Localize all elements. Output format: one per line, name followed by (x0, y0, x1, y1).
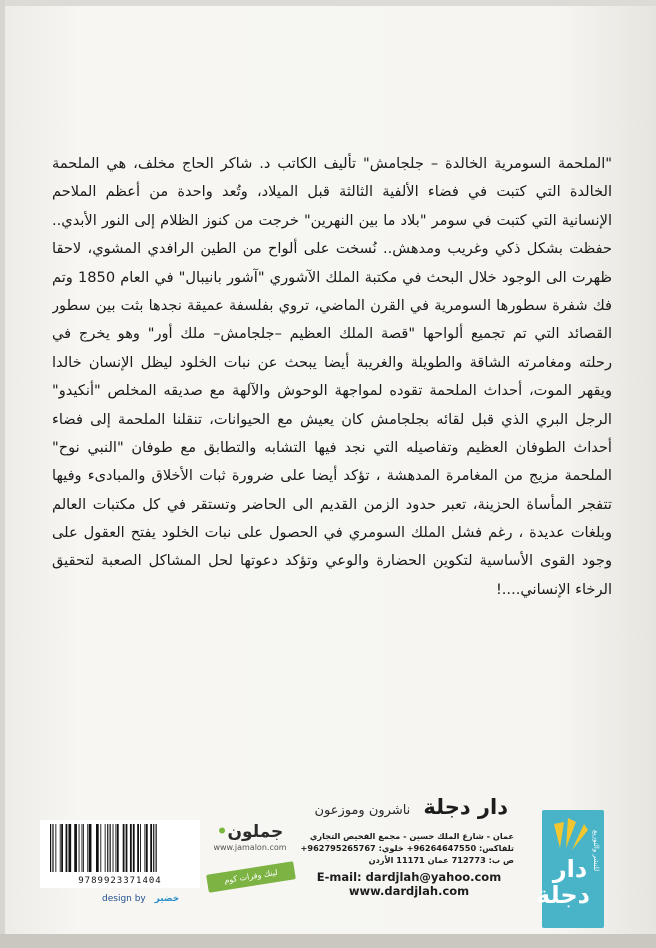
synopsis-line: الرجل البري الذي قبل لقائه بجلجامش كان يعيش مع الحيوانات، تنقلنا الملحمة إلى فضاء (52, 410, 612, 428)
barcode-bar (123, 824, 125, 872)
barcode-bar (150, 824, 152, 872)
barcode-bar (126, 824, 128, 872)
barcode-bar (79, 824, 80, 872)
barcode-bar (82, 824, 83, 872)
synopsis-line: "الملحمة السومرية الخالدة – جلجامش" تأليف الكاتب د. شاكر الحاج مخلف، هي الملحمة (52, 155, 612, 172)
logo-wordmark: دار دجلة (536, 855, 590, 909)
barcode-bar (100, 824, 101, 872)
jamalon-green-tag (206, 861, 296, 893)
publisher-website: www.dardjlah.com (348, 884, 470, 898)
publisher-pobox: ص ب: 712773 عمان 11171 الأردن (368, 855, 514, 865)
cover-bottom-edge (0, 934, 656, 948)
barcode-bar (96, 824, 99, 872)
synopsis-line: فك شفرة سطورها السومرية في القرن الماضي، تروي بفلسفة عميقة نجدها بثت بين سطور (52, 296, 612, 314)
design-credit (102, 894, 179, 904)
synopsis-line: وجود القوى الأساسية لتكوين الحضارة والوعي وتؤكد دعوتها لحل المشاكل الصعبة لتحقيق (52, 552, 612, 570)
synopsis-line: القصائد التي تم تجميع ألواحها "قصة الملك العظيم –جلجامش– ملك أور" وهو يخرج في (52, 325, 612, 343)
barcode-bar (156, 824, 157, 872)
jamalon-logo (210, 822, 290, 852)
synopsis-line: الملحمة مزيج من المغامرة المدهشة ، تؤكد أيضا على ضرورة ثبات الأخلاق والمبادىء وفيها (52, 467, 612, 485)
cover-spine-edge (0, 0, 5, 948)
synopsis-line: الرخاء الإنساني....! (495, 580, 612, 598)
barcode-bar (153, 824, 154, 872)
barcode-bar (133, 824, 135, 872)
barcode-bar (52, 824, 53, 872)
isbn-barcode (40, 820, 200, 888)
barcode-bar (87, 824, 88, 872)
publisher-name: دار دجلة (423, 795, 508, 819)
synopsis-line: وبلغات عديدة ، رغم فشل الملك السومري في الحصول على نبات الخلود يفتح العقول على (52, 524, 612, 542)
designer-name: خضير (154, 894, 180, 904)
barcode-bar (68, 824, 71, 872)
barcode-bar (146, 824, 148, 872)
publisher-email: E-mail: dardjlah@yahoo.com (316, 870, 502, 884)
barcode-bar (66, 824, 68, 872)
jamalon-brand: جملون• (216, 822, 284, 842)
publisher-logo (536, 810, 604, 928)
publisher-address: عمان - شارع الملك حسين - مجمع الفحيص التجاري (309, 831, 514, 841)
barcode-bar (55, 824, 56, 872)
barcode-bar (74, 824, 77, 872)
barcode-bar (140, 824, 141, 872)
barcode-bar (130, 824, 132, 872)
barcode-bar (107, 824, 108, 872)
synopsis-line: الخالدة التي كتبت في فضاء الألفية الثالثة قبل الميلاد، وتُعد واحدة من أعظم الملاحم (52, 183, 612, 201)
synopsis-line: ويقهر الموت، أحداث الملحمة تقوده لمواجهة الوحوش والآلهة مع صديقه المخلص "أنكيدو" (52, 382, 612, 400)
barcode-bar (83, 824, 84, 872)
publisher-tagline: ناشرون وموزعون (314, 803, 411, 818)
logo-side-text: للنشر والتوزيع (592, 830, 600, 872)
publisher-phones: تلفاكس: 96264647550+ خلوي: 962795265767+ (300, 843, 514, 853)
barcode-bar (110, 824, 111, 872)
barcode-bar (113, 824, 114, 872)
synopsis-line: أحداث الطوفان العظيم وتفاصيله التي نجد فيها التشابه والتطابق مع طوفان "النبي نوح" (52, 438, 612, 456)
synopsis-line: حفظت بشكل ذكي وغريب ومدهش.. نُسخت على ألواح من الطين الرافدي المشوي، لاحقا (52, 240, 612, 258)
publisher-contact (300, 830, 514, 898)
jamalon-url: www.jamalon.com (213, 843, 287, 852)
barcode-bar (137, 824, 139, 872)
barcode-bar (50, 824, 51, 872)
synopsis-line: رحلته ومغامرته الشاقة والطويلة والغريبة أيضا يبحث عن نبات الخلود ليظل الإنسان خالدا (52, 353, 612, 371)
synopsis-line: الإنسانية التي كتبت في سومر "بلاد ما بين النهرين" خرجت من كنوز الظلام إلى النور الأبدي.. (52, 211, 612, 229)
barcode-bar (117, 824, 119, 872)
synopsis-line: ظهرت الى الوجود خلال البحث في مكتبة الملك الآشوري "آشور بانيبال" في العام 1850 وتم (52, 268, 612, 286)
synopsis-text (52, 150, 612, 604)
barcode-bar (60, 824, 61, 872)
jamalon-tag-text: لينك وفرات كوم (223, 867, 279, 886)
publisher-heading (314, 795, 508, 819)
barcode-bar (89, 824, 92, 872)
cover-top-edge (0, 0, 656, 6)
barcode-bar (105, 824, 106, 872)
synopsis-line: تتفجر المأساة الحزينة، تعبر حدود الزمن القديم الى الحاضر وتستقر في كل مكتبات العالم (52, 495, 612, 513)
barcode-bars-icon (40, 820, 200, 876)
design-by-label: design by (102, 894, 146, 904)
barcode-bar (115, 824, 116, 872)
barcode-bar (144, 824, 145, 872)
barcode-bar (61, 824, 63, 872)
isbn-number: 9789923371404 (78, 876, 162, 886)
